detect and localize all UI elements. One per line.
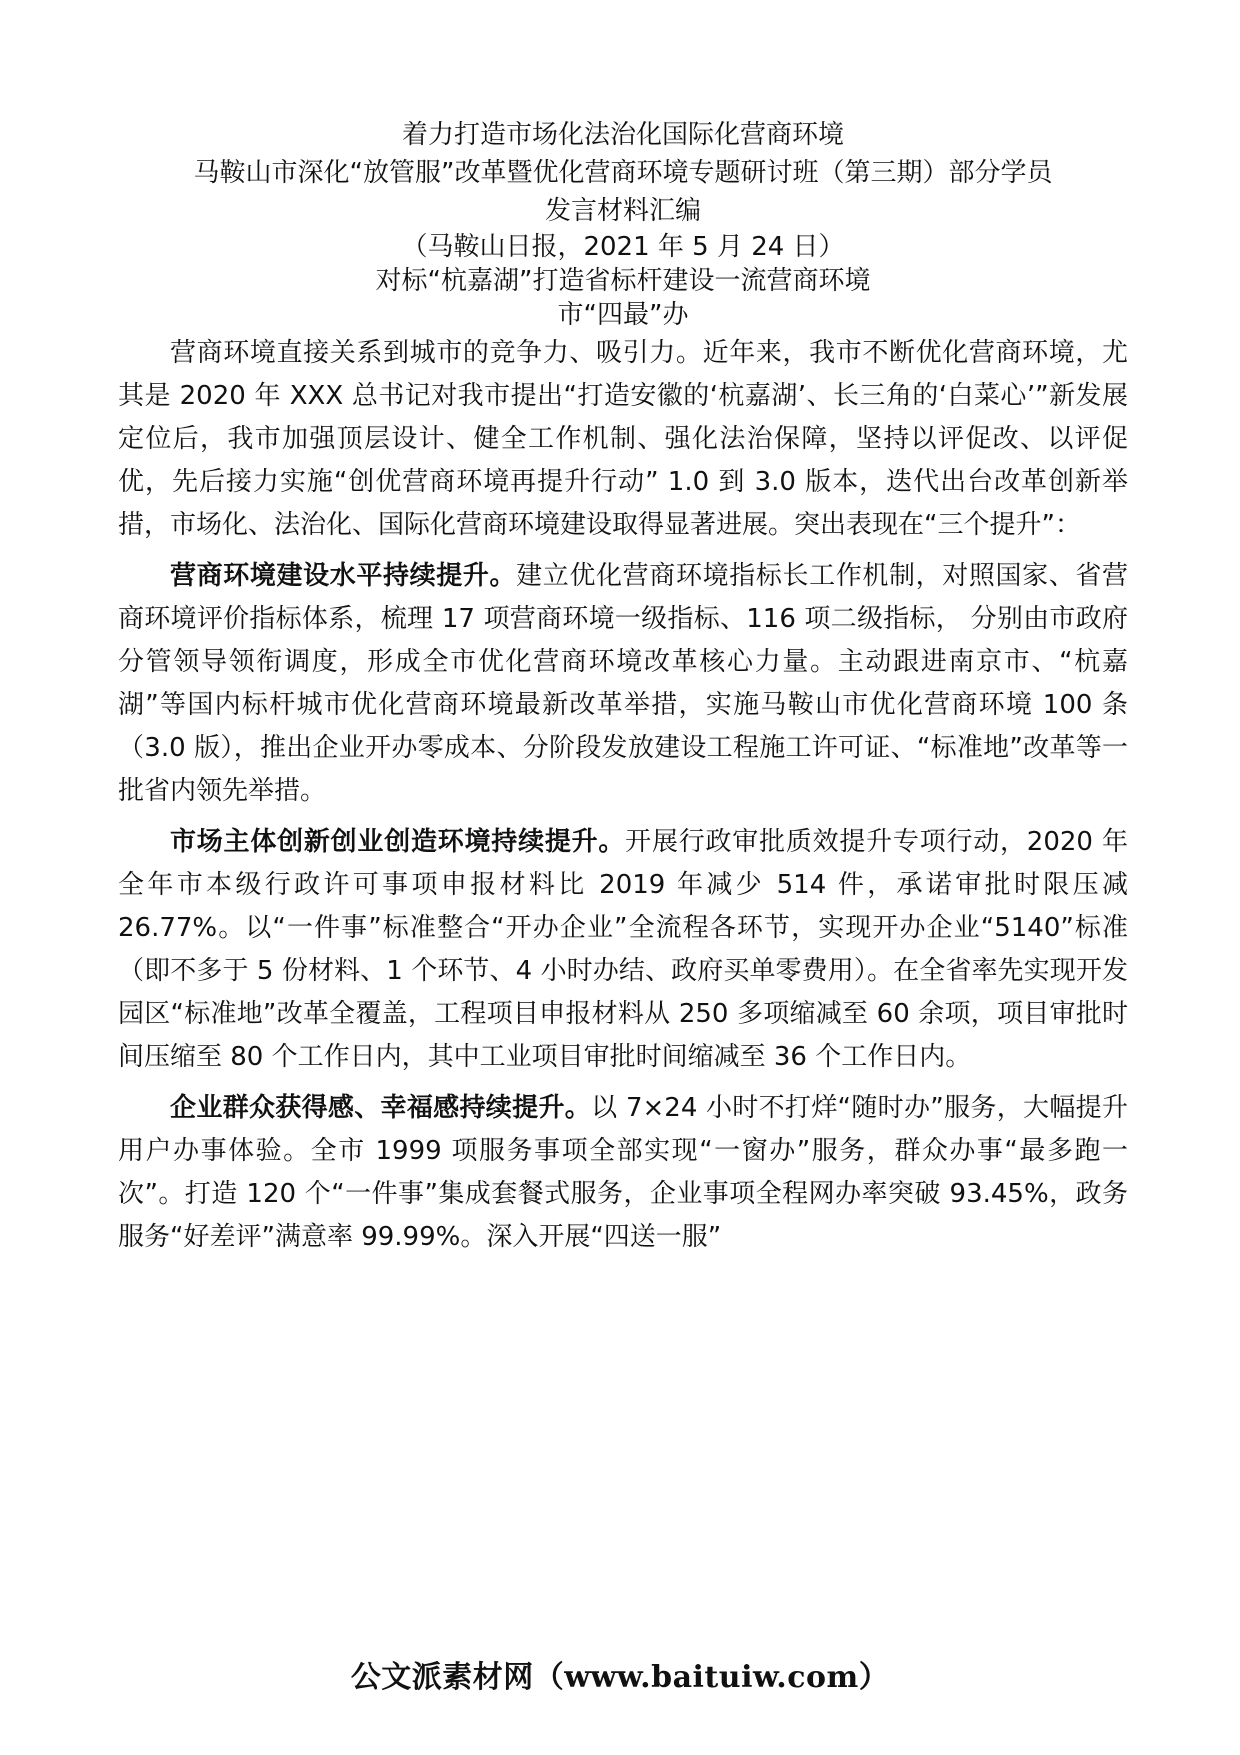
- section-2-paragraph: [118, 821, 1128, 1079]
- footer-watermark: 公文派素材网（www.baituiw.com）: [350, 1660, 890, 1695]
- article-author: 市“四最”办: [557, 300, 689, 330]
- source-line: （马鞍山日报，2021 年 5 月 24 日）: [401, 232, 845, 262]
- section-2-lead: 市场主体创新创业创造环境持续提升。: [170, 827, 626, 857]
- section-2-text: 开展行政审批质效提升专项行动，2020 年全年市本级行政许可事项申报材料比 2019 年减少 514 件，承诺审批时限压减 26.77%。以“一件事”标准整合“开办企业”全流程各环节，实现开办企业“5140”标准（即不多于 5 份材料、1 个环节、4 小时办结、政府买单零费用）。在全省率先实现开发园区“标准地”改革全覆盖，工程项目申报材料从 250 多项缩减至 60 余项，项目审批时间压缩至 80 个工作日内，其中工业项目审批时间缩减至 36 个工作日内。: [118, 827, 1128, 1072]
- title-line-2: 马鞍山市深化“放管服”改革暨优化营商环境专题研讨班（第三期）部分学员: [193, 158, 1053, 188]
- section-1-text: 建立优化营商环境指标长工作机制，对照国家、省营商环境评价指标体系，梳理 17 项营商环境一级指标、116 项二级指标， 分别由市政府分管领导领衔调度，形成全市优化营商环境改革核心力量。主动跟进南京市、“杭嘉湖”等国内标杆城市优化营商环境最新改革举措，实施马鞍山市优化营商环境 100 条（3.0 版），推出企业开办零成本、分阶段发放建设工程施工许可证、“标准地”改革等一批省内领先举措。: [118, 561, 1128, 806]
- title-line-1: 着力打造市场化法治化国际化营商环境: [401, 120, 844, 150]
- section-3-paragraph: [118, 1087, 1128, 1259]
- intro-paragraph: 营商环境直接关系到城市的竞争力、吸引力。近年来，我市不断优化营商环境，尤其是 2020 年 XXX 总书记对我市提出“打造安徽的‘杭嘉湖’、长三角的‘白菜心’”新发展定位后，我市加强顶层设计、健全工作机制、强化法治保障，坚持以评促改、以评促优，先后接力实施“创优营商环境再提升行动” 1.0 到 3.0 版本，迭代出台改革创新举措，市场化、法治化、国际化营商环境建设取得显著进展。突出表现在“三个提升”：: [118, 338, 1128, 540]
- section-1-paragraph: [118, 555, 1128, 813]
- section-3-lead: 企业群众获得感、幸福感持续提升。: [170, 1093, 592, 1123]
- title-line-3: 发言材料汇编: [544, 196, 701, 226]
- section-3-text: 以 7×24 小时不打烊“随时办”服务，大幅提升用户办事体验。全市 1999 项服务事项全部实现“一窗办”服务，群众办事“最多跑一次”。打造 120 个“一件事”集成套餐式服务，企业事项全程网办率突破 93.45%，政务服务“好差评”满意率 99.99%。深入开展“四送一服”: [118, 1093, 1128, 1252]
- document-page: [118, 116, 1128, 1259]
- section-1-lead: 营商环境建设水平持续提升。: [170, 561, 517, 591]
- article-title: 对标“杭嘉湖”打造省标杆建设一流营商环境: [375, 266, 871, 296]
